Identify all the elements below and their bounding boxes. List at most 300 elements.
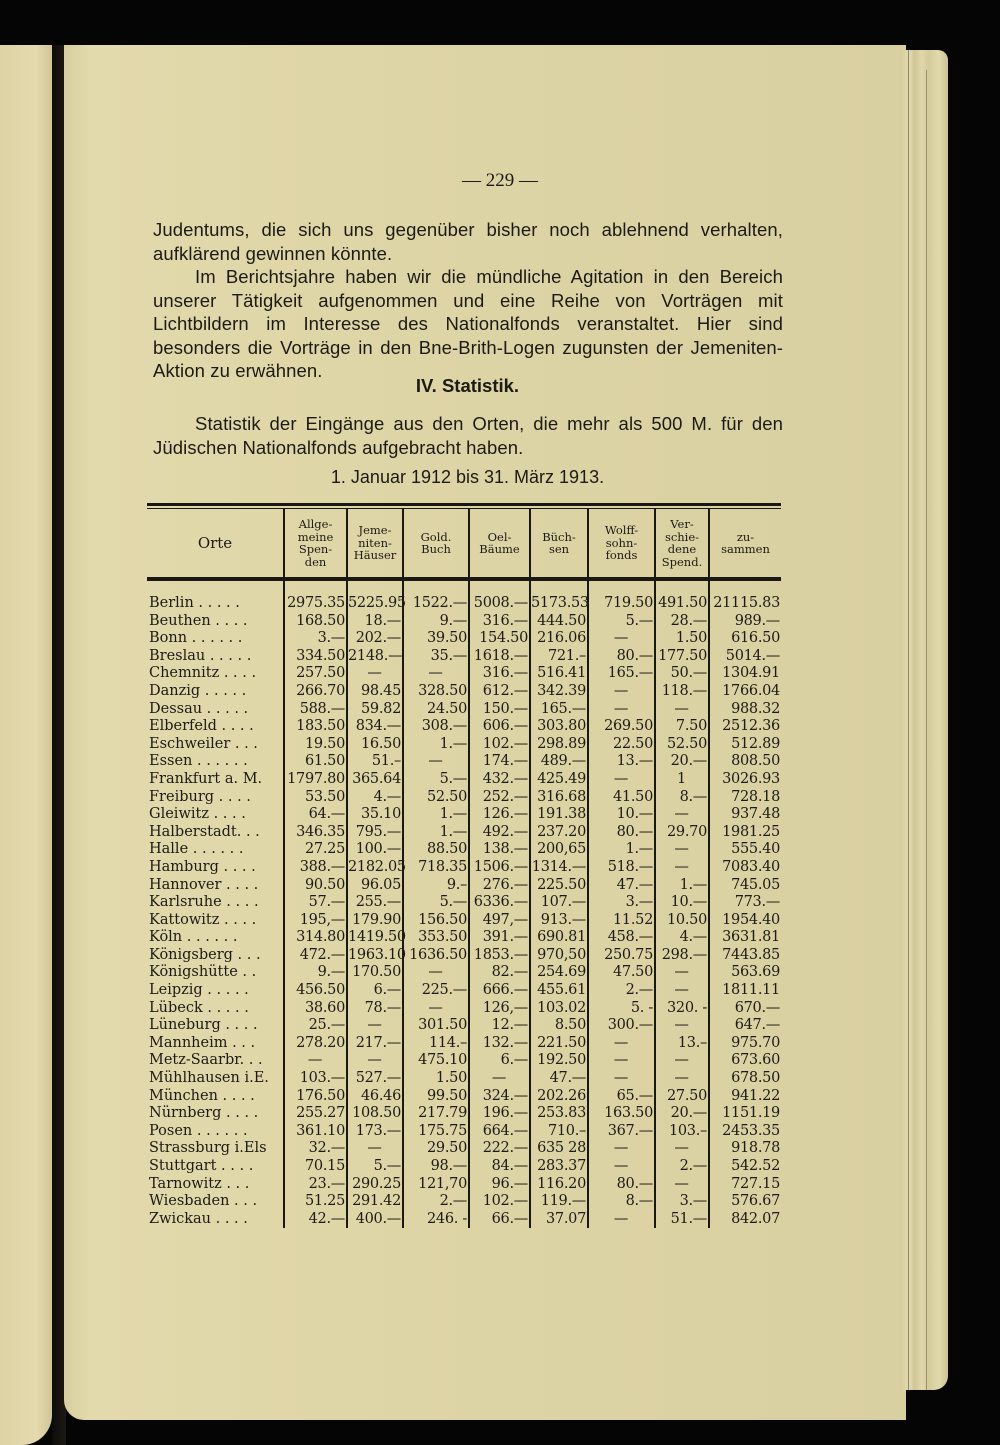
place-name: Kattowitz . . . . (149, 911, 257, 928)
cell-wolffsohnfonds: — (588, 1052, 655, 1070)
table-row (147, 1052, 781, 1070)
cell-gold-buch: 175.75 (403, 1123, 469, 1141)
cell-verschiedene-spenden: 491.50 (655, 595, 709, 613)
cell-oel-baeume: 1618.— (469, 648, 530, 666)
cell-verschiedene-spenden: 10.— (655, 894, 709, 912)
cell-gold-buch: 225.— (403, 982, 469, 1000)
cell-gold-buch: — (403, 665, 469, 683)
cell-oel-baeume: 664.— (469, 1123, 530, 1141)
cell-gold-buch: 9.– (403, 877, 469, 895)
cell-buechsen: 119.— (530, 1193, 588, 1211)
cell-jemeniten-haeuser: 179.90 (347, 912, 403, 930)
cell-buechsen: 970,50 (530, 947, 588, 965)
cell-buechsen: 200,65 (530, 841, 588, 859)
cell-zusammen: 918.78 (709, 1140, 781, 1158)
cell-gold-buch: 88.50 (403, 841, 469, 859)
cell-gold-buch: 328.50 (403, 683, 469, 701)
place-name: Chemnitz . . . . (149, 665, 257, 682)
cell-allgemeine-spenden: 168.50 (284, 613, 347, 631)
place-name: Metz-Saarbr. . . (149, 1052, 263, 1069)
place-name: Freiburg . . . . (149, 788, 251, 805)
cell-jemeniten-haeuser: 170.50 (347, 964, 403, 982)
cell-gold-buch: 308.— (403, 718, 469, 736)
column-header-gold-buch: Gold. Buch (403, 509, 469, 579)
cell-allgemeine-spenden: 176.50 (284, 1088, 347, 1106)
place-name: Beuthen . . . . (149, 612, 248, 629)
place-name: Berlin . . . . . (149, 595, 240, 611)
place-name: Gleiwitz . . . . (149, 806, 246, 823)
table-row (147, 648, 781, 666)
cell-oel-baeume: 6.— (469, 1052, 530, 1070)
cell-buechsen: 721.– (530, 648, 588, 666)
place-name: Hannover . . . . (149, 876, 259, 893)
cell-wolffsohnfonds: — (588, 1035, 655, 1053)
cell-jemeniten-haeuser: 16.50 (347, 736, 403, 754)
cell-allgemeine-spenden: 195,— (284, 912, 347, 930)
place-name: Nürnberg . . . . (149, 1105, 259, 1122)
cell-wolffsohnfonds: — (588, 630, 655, 648)
cell-jemeniten-haeuser: 51.– (347, 753, 403, 771)
cell-gold-buch: 29.50 (403, 1140, 469, 1158)
cell-jemeniten-haeuser: 217.— (347, 1035, 403, 1053)
table-row (147, 982, 781, 1000)
place-name: Danzig . . . . . (149, 682, 247, 699)
cell-buechsen: 221.50 (530, 1035, 588, 1053)
cell-wolffsohnfonds: — (588, 1140, 655, 1158)
cell-oel-baeume: 497,— (469, 912, 530, 930)
place-name: Zwickau . . . . (149, 1210, 248, 1227)
cell-verschiedene-spenden: 1.50 (655, 630, 709, 648)
cell-verschiedene-spenden: 118.— (655, 683, 709, 701)
cell-wolffsohnfonds: 8.— (588, 1193, 655, 1211)
cell-jemeniten-haeuser: 98.45 (347, 683, 403, 701)
place-name: Hamburg . . . . (149, 858, 256, 875)
cell-gold-buch: 301.50 (403, 1017, 469, 1035)
cell-buechsen: 710.– (530, 1123, 588, 1141)
cell-allgemeine-spenden: 588.— (284, 701, 347, 719)
cell-oel-baeume: 82.— (469, 964, 530, 982)
place-name: Lübeck . . . . . (149, 999, 249, 1016)
cell-verschiedene-spenden: 8.— (655, 789, 709, 807)
place-name: Wiesbaden . . . (149, 1193, 258, 1210)
cell-wolffsohnfonds: 65.— (588, 1088, 655, 1106)
cell-wolffsohnfonds: 458.— (588, 929, 655, 947)
cell-allgemeine-spenden: 346.35 (284, 824, 347, 842)
table-row (147, 947, 781, 965)
cell-wolffsohnfonds: 518.— (588, 859, 655, 877)
column-header-allgemeine-spenden: Allge- meine Spen- den (284, 509, 347, 579)
table-row (147, 1193, 781, 1211)
cell-buechsen: 298.89 (530, 736, 588, 754)
cell-buechsen: 342.39 (530, 683, 588, 701)
statistics-intro: Statistik der Eingänge aus den Orten, die mehr als 500 M. für den Jüdischen Nationalfonds aufgebracht haben. (153, 413, 783, 458)
place-name: Eschweiler . . . (149, 735, 258, 752)
cell-oel-baeume: 102.— (469, 1193, 530, 1211)
cell-jemeniten-haeuser: 46.46 (347, 1088, 403, 1106)
cell-oel-baeume: 492.— (469, 824, 530, 842)
cell-buechsen: 8.50 (530, 1017, 588, 1035)
cell-verschiedene-spenden: 13.– (655, 1035, 709, 1053)
table-row (147, 1211, 781, 1229)
cell-jemeniten-haeuser: — (347, 665, 403, 683)
cell-jemeniten-haeuser: — (347, 1017, 403, 1035)
cell-buechsen: 103.02 (530, 1000, 588, 1018)
table-row (147, 824, 781, 842)
cell-jemeniten-haeuser: 6.— (347, 982, 403, 1000)
cell-wolffsohnfonds: 47.50 (588, 964, 655, 982)
cell-wolffsohnfonds: 163.50 (588, 1105, 655, 1123)
table-row (147, 718, 781, 736)
cell-gold-buch: — (403, 753, 469, 771)
cell-wolffsohnfonds: — (588, 1158, 655, 1176)
cell-allgemeine-spenden: 456.50 (284, 982, 347, 1000)
cell-zusammen: 7083.40 (709, 859, 781, 877)
cell-verschiedene-spenden: 2.— (655, 1158, 709, 1176)
cell-wolffsohnfonds: 22.50 (588, 736, 655, 754)
place-name: Königshütte . . (149, 964, 257, 981)
cell-zusammen: 1811.11 (709, 982, 781, 1000)
cell-verschiedene-spenden: 10.50 (655, 912, 709, 930)
cell-wolffsohnfonds: — (588, 1211, 655, 1229)
table-row (147, 753, 781, 771)
cell-wolffsohnfonds: 47.— (588, 877, 655, 895)
statistics-table (147, 509, 781, 1228)
cell-zusammen: 3631.81 (709, 929, 781, 947)
cell-wolffsohnfonds: — (588, 683, 655, 701)
cell-buechsen: 5173.53 (531, 595, 589, 611)
cell-zusammen: 2512.36 (709, 718, 781, 736)
table-row (147, 877, 781, 895)
section-heading: IV. Statistik. (415, 375, 520, 396)
place-name: Dessau . . . . . (149, 700, 249, 717)
cell-gold-buch: 353.50 (403, 929, 469, 947)
cell-allgemeine-spenden: 27.25 (284, 841, 347, 859)
cell-oel-baeume: — (469, 1070, 530, 1088)
cell-allgemeine-spenden: 61.50 (284, 753, 347, 771)
cell-buechsen: 165.— (530, 701, 588, 719)
cell-oel-baeume: 432.— (469, 771, 530, 789)
table-row (147, 912, 781, 930)
cell-verschiedene-spenden: 177.50 (655, 648, 709, 666)
table-row (147, 929, 781, 947)
cell-jemeniten-haeuser: 255.— (347, 894, 403, 912)
cell-oel-baeume: 324.— (469, 1088, 530, 1106)
cell-verschiedene-spenden: 20.— (655, 753, 709, 771)
cell-wolffsohnfonds: 80.— (588, 648, 655, 666)
table-row (147, 1140, 781, 1158)
cell-wolffsohnfonds: 80.— (588, 824, 655, 842)
cell-allgemeine-spenden: 183.50 (284, 718, 347, 736)
cell-gold-buch: — (403, 1000, 469, 1018)
cell-verschiedene-spenden: 3.— (655, 1193, 709, 1211)
cell-zusammen: 988.32 (709, 701, 781, 719)
cell-jemeniten-haeuser: 2182.05 (348, 858, 406, 875)
place-name: München . . . . (149, 1087, 255, 1104)
cell-oel-baeume: 6336.— (469, 894, 530, 912)
place-name: Frankfurt a. M. (149, 770, 263, 787)
cell-allgemeine-spenden: 255.27 (284, 1105, 347, 1123)
cell-jemeniten-haeuser: 365.64 (347, 771, 403, 789)
cell-gold-buch: 475.10 (403, 1052, 469, 1070)
table-row (147, 1105, 781, 1123)
place-name: Elberfeld . . . . (149, 718, 254, 735)
cell-buechsen: 253.83 (530, 1105, 588, 1123)
cell-wolffsohnfonds: 3.— (588, 894, 655, 912)
cell-wolffsohnfonds: 5.— (588, 613, 655, 631)
column-header-verschiedene-spenden: Ver- schie- dene Spend. (655, 509, 709, 579)
cell-buechsen: 116.20 (530, 1176, 588, 1194)
cell-oel-baeume: 391.— (469, 929, 530, 947)
table-row (147, 1158, 781, 1176)
cell-zusammen: 941.22 (709, 1088, 781, 1106)
cell-allgemeine-spenden: 19.50 (284, 736, 347, 754)
cell-verschiedene-spenden: — (655, 701, 709, 719)
cell-allgemeine-spenden: 266.70 (284, 683, 347, 701)
place-name: Essen . . . . . . (149, 753, 248, 770)
cell-allgemeine-spenden: 3.— (284, 630, 347, 648)
cell-jemeniten-haeuser: 59.82 (347, 701, 403, 719)
cell-buechsen: 107.— (530, 894, 588, 912)
table-body (147, 579, 781, 1228)
table-row (147, 701, 781, 719)
cell-zusammen: 576.67 (709, 1193, 781, 1211)
cell-buechsen: 254.69 (530, 964, 588, 982)
cell-buechsen: 37.07 (530, 1211, 588, 1229)
cell-jemeniten-haeuser: 35.10 (347, 806, 403, 824)
cell-zusammen: 563.69 (709, 964, 781, 982)
cell-buechsen: 444.50 (530, 613, 588, 631)
cell-verschiedene-spenden: 52.50 (655, 736, 709, 754)
place-name: Köln . . . . . . (149, 929, 238, 946)
cell-oel-baeume: 174.— (469, 753, 530, 771)
table-row (147, 1123, 781, 1141)
cell-jemeniten-haeuser: 173.— (347, 1123, 403, 1141)
cell-buechsen: 1314.— (531, 858, 586, 875)
cell-wolffsohnfonds: 80.— (588, 1176, 655, 1194)
cell-wolffsohnfonds: — (588, 771, 655, 789)
cell-zusammen: 728.18 (709, 789, 781, 807)
cell-zusammen: 2453.35 (709, 1123, 781, 1141)
cell-wolffsohnfonds: 719.50 (588, 595, 655, 613)
cell-gold-buch: 98.— (403, 1158, 469, 1176)
cell-allgemeine-spenden: 53.50 (284, 789, 347, 807)
column-header-buechsen: Büch- sen (530, 509, 588, 579)
column-header-jemeniten-haeuser: Jeme- niten- Häuser (347, 509, 403, 579)
table-row (147, 613, 781, 631)
cell-verschiedene-spenden: 28.— (655, 613, 709, 631)
cell-wolffsohnfonds: 1.— (588, 841, 655, 859)
place-name: Karlsruhe . . . . (149, 894, 259, 911)
cell-gold-buch: 156.50 (403, 912, 469, 930)
place-name: Königsberg . . . (149, 946, 261, 963)
table-row (147, 789, 781, 807)
cell-zusammen: 773.— (709, 894, 781, 912)
cell-allgemeine-spenden: 25.— (284, 1017, 347, 1035)
table-row (147, 736, 781, 754)
cell-verschiedene-spenden: 20.— (655, 1105, 709, 1123)
cell-allgemeine-spenden: 1797.80 (284, 771, 347, 789)
cell-allgemeine-spenden: 2975.35 (284, 595, 347, 613)
cell-allgemeine-spenden: 472.— (284, 947, 347, 965)
cell-gold-buch: 1636.50 (403, 947, 469, 965)
cell-buechsen: 192.50 (530, 1052, 588, 1070)
cell-oel-baeume: 606.— (469, 718, 530, 736)
place-name: Strassburg i.Els (149, 1140, 267, 1157)
cell-allgemeine-spenden: 64.— (284, 806, 347, 824)
cell-zusammen: 3026.93 (709, 771, 781, 789)
cell-verschiedene-spenden: — (655, 806, 709, 824)
cell-oel-baeume: 316.— (469, 613, 530, 631)
cell-jemeniten-haeuser: 108.50 (347, 1105, 403, 1123)
column-header-orte: Orte (197, 533, 233, 552)
cell-jemeniten-haeuser: 202.— (347, 630, 403, 648)
cell-zusammen: 1766.04 (709, 683, 781, 701)
table-row (147, 1035, 781, 1053)
cell-gold-buch: 5.— (403, 894, 469, 912)
cell-wolffsohnfonds: 13.— (588, 753, 655, 771)
cell-jemeniten-haeuser: 1419.50 (348, 929, 406, 946)
table-row (147, 683, 781, 701)
table-row (147, 841, 781, 859)
cell-gold-buch: 24.50 (403, 701, 469, 719)
cell-oel-baeume: 276.— (469, 877, 530, 895)
cell-oel-baeume: 12.— (469, 1017, 530, 1035)
cell-buechsen: 425.49 (530, 771, 588, 789)
place-name: Stuttgart . . . . (149, 1158, 254, 1174)
cell-oel-baeume: 126,— (469, 1000, 530, 1018)
column-header-wolffsohnfonds: Wolff- sohn- fonds (588, 509, 655, 579)
place-name: Leipzig . . . . . (149, 982, 249, 999)
place-name: Bonn . . . . . . (149, 630, 243, 647)
cell-allgemeine-spenden: 388.— (284, 859, 347, 877)
column-header-oel-baeume: Oel- Bäume (469, 509, 530, 579)
cell-zusammen: 727.15 (709, 1176, 781, 1194)
cell-jemeniten-haeuser: 291.42 (347, 1193, 403, 1211)
cell-zusammen: 989.— (709, 613, 781, 631)
cell-zusammen: 555.40 (709, 841, 781, 859)
cell-gold-buch: 39.50 (403, 630, 469, 648)
table-row (147, 630, 781, 648)
cell-jemeniten-haeuser: 18.— (347, 613, 403, 631)
cell-buechsen: 690.81 (530, 929, 588, 947)
cell-oel-baeume: 5008.— (469, 595, 530, 613)
facing-page-edge (0, 45, 52, 1445)
paragraph-continuation: Judentums, die sich uns gegenüber bisher noch ablehnend verhalten, aufklärend gewinnen könnte. (153, 219, 783, 264)
cell-oel-baeume: 126.— (469, 806, 530, 824)
cell-wolffsohnfonds: 10.— (588, 806, 655, 824)
cell-oel-baeume: 316.— (469, 665, 530, 683)
cell-allgemeine-spenden: 38.60 (284, 1000, 347, 1018)
place-name: Breslau . . . . . (149, 647, 252, 664)
cell-oel-baeume: 666.— (469, 982, 530, 1000)
cell-zusammen: 1304.91 (709, 665, 781, 683)
cell-wolffsohnfonds: 269.50 (588, 718, 655, 736)
cell-zusammen: 616.50 (709, 630, 781, 648)
cell-zusammen: 5014.— (709, 648, 781, 666)
cell-verschiedene-spenden: 7.50 (655, 718, 709, 736)
cell-allgemeine-spenden: 103.— (284, 1070, 347, 1088)
cell-jemeniten-haeuser: 100.— (347, 841, 403, 859)
cell-gold-buch: 9.— (403, 613, 469, 631)
page-number: — 229 — (462, 170, 538, 191)
cell-allgemeine-spenden: — (284, 1052, 347, 1070)
table-row (147, 1088, 781, 1106)
cell-jemeniten-haeuser: 290.25 (347, 1176, 403, 1194)
place-name: Halberstadt. . . (149, 823, 260, 840)
cell-gold-buch: 1.— (403, 806, 469, 824)
cell-gold-buch: — (403, 964, 469, 982)
cell-allgemeine-spenden: 278.20 (284, 1035, 347, 1053)
cell-buechsen: 216.06 (530, 630, 588, 648)
cell-oel-baeume: 102.— (469, 736, 530, 754)
cell-jemeniten-haeuser: — (347, 1140, 403, 1158)
cell-zusammen: 678.50 (709, 1070, 781, 1088)
cell-zusammen: 975.70 (709, 1035, 781, 1053)
cell-buechsen: 635 28 (530, 1140, 588, 1158)
cell-gold-buch: 1522.— (403, 595, 469, 613)
cell-gold-buch: 1.50 (403, 1070, 469, 1088)
cell-oel-baeume: 222.— (469, 1140, 530, 1158)
place-name: Mannheim . . . (149, 1034, 256, 1051)
cell-wolffsohnfonds: 250.75 (588, 947, 655, 965)
cell-wolffsohnfonds: 41.50 (588, 789, 655, 807)
table-row (147, 1000, 781, 1018)
cell-oel-baeume: 150.— (469, 701, 530, 719)
cell-gold-buch: 114.– (403, 1035, 469, 1053)
cell-zusammen: 1151.19 (709, 1105, 781, 1123)
table-row (147, 595, 781, 613)
cell-verschiedene-spenden: — (655, 1140, 709, 1158)
cell-verschiedene-spenden: 320. - (655, 1000, 709, 1018)
cell-oel-baeume: 612.— (469, 683, 530, 701)
cell-buechsen: 47.— (530, 1070, 588, 1088)
cell-gold-buch: 246. - (403, 1211, 469, 1229)
cell-jemeniten-haeuser: 834.— (347, 718, 403, 736)
cell-gold-buch: 5.— (403, 771, 469, 789)
cell-buechsen: 202.26 (530, 1088, 588, 1106)
table-row (147, 1176, 781, 1194)
cell-wolffsohnfonds: — (588, 701, 655, 719)
cell-buechsen: 316.68 (530, 789, 588, 807)
cell-zusammen: 670.— (709, 1000, 781, 1018)
period-line: 1. Januar 1912 bis 31. März 1913. (330, 467, 605, 487)
table-row (147, 1070, 781, 1088)
cell-wolffsohnfonds: 11.52 (588, 912, 655, 930)
cell-buechsen: 283.37 (530, 1158, 588, 1176)
cell-oel-baeume: 66.— (469, 1211, 530, 1229)
place-name: Mühlhausen i.E. (149, 1070, 269, 1087)
cell-jemeniten-haeuser: 96.05 (347, 877, 403, 895)
cell-buechsen: 225.50 (530, 877, 588, 895)
table-row (147, 859, 781, 877)
cell-buechsen: 191.38 (530, 806, 588, 824)
cell-jemeniten-haeuser: 400.— (347, 1211, 403, 1229)
cell-allgemeine-spenden: 70.15 (284, 1158, 347, 1176)
cell-verschiedene-spenden: — (655, 841, 709, 859)
cell-gold-buch: 1.— (403, 824, 469, 842)
cell-allgemeine-spenden: 57.— (284, 894, 347, 912)
cell-jemeniten-haeuser: 5225.95 (348, 595, 406, 611)
cell-verschiedene-spenden: 51.— (655, 1211, 709, 1229)
cell-verschiedene-spenden: 27.50 (655, 1088, 709, 1106)
cell-oel-baeume: 132.— (469, 1035, 530, 1053)
cell-jemeniten-haeuser: 5.— (347, 1158, 403, 1176)
cell-gold-buch: 99.50 (403, 1088, 469, 1106)
cell-zusammen: 673.60 (709, 1052, 781, 1070)
cell-buechsen: 913.— (530, 912, 588, 930)
cell-zusammen: 808.50 (709, 753, 781, 771)
cell-verschiedene-spenden: — (655, 1052, 709, 1070)
